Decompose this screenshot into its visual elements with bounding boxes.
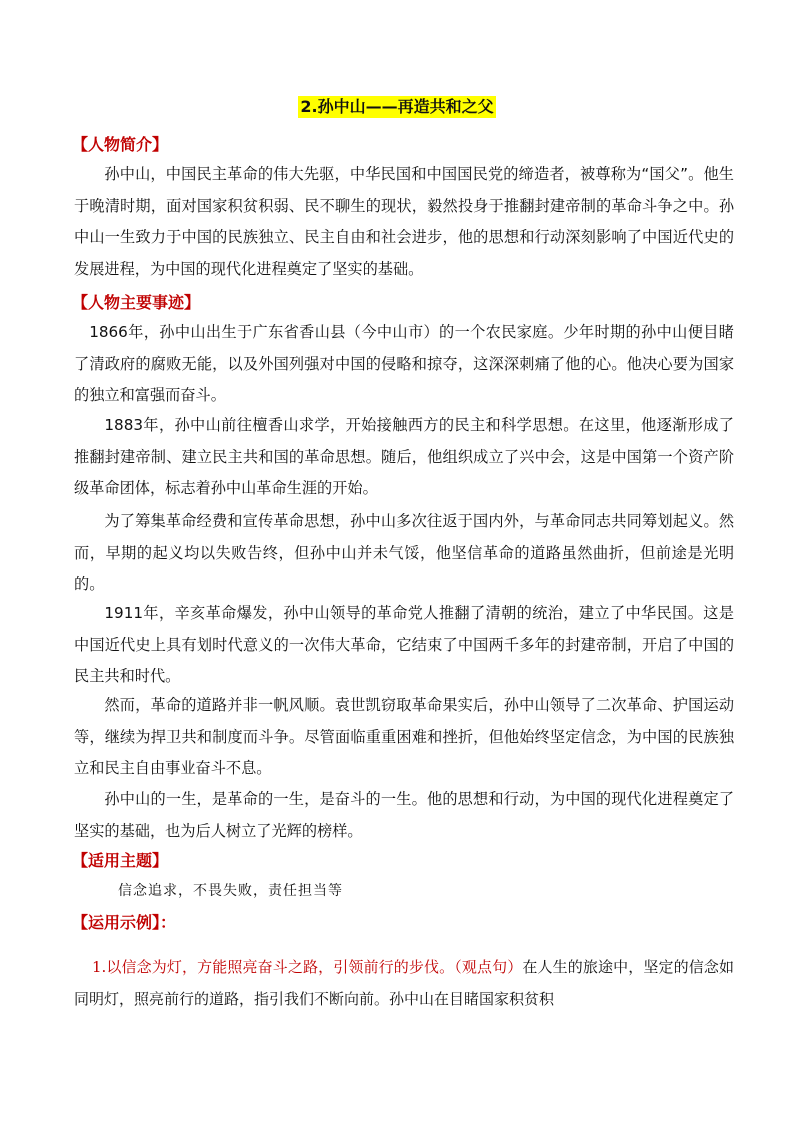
deeds-paragraph-2: 1883年，孙中山前往檀香山求学，开始接触西方的民主和科学思想。在这里，他逐渐形成了推翻封建帝制、建立民主共和国的革命思想。随后，他组织成立了兴中会，这是中国第一个资产阶级革命团体，标志着孙中山革命生涯的开始。 [74,416,734,497]
theme-text: 信念追求，不畏失败，责任担当等 [118,883,343,899]
deeds-heading: 【人物主要事迹】 [72,293,201,312]
example-text: 在人生的旅途中，坚定的信念如同明灯，照亮前行的道路，指引我们不断向前。孙中山在目睹国家积贫积 [74,958,734,1008]
intro-heading: 【人物简介】 [72,135,169,154]
title-wrap [0,96,794,118]
page-title: 2.孙中山——再造共和之父 [300,97,494,116]
deeds-paragraph-4: 1911年，辛亥革命爆发，孙中山领导的革命党人推翻了清朝的统治，建立了中华民国。这是中国近代史上具有划时代意义的一次伟大革命，它结束了中国两千多年的封建帝制，开启了中国的民主共和时代。 [74,604,734,685]
example-heading: 【运用示例】： [72,913,177,932]
example-paragraph [74,951,734,1015]
deeds-paragraph-6: 孙中山的一生，是革命的一生，是奋斗的一生。他的思想和行动，为中国的现代化进程奠定了坚实的基础，也为后人树立了光辉的榜样。 [74,790,734,840]
example-highlight: 1.以信念为灯，方能照亮奋斗之路，引领前行的步伐。（观点句） [92,958,523,976]
deeds-paragraph-5: 然而，革命的道路并非一帆风顺。袁世凯窃取革命果实后，孙中山领导了二次革命、护国运动等，继续为捍卫共和制度而斗争。尽管面临重重困难和挫折，但他始终坚定信念，为中国的民族独立和民主自由事业奋斗不息。 [74,696,734,777]
intro-paragraph: 孙中山，中国民主革命的伟大先驱，中华民国和中国国民党的缔造者，被尊称为“国父”。他生于晚清时期，面对国家积贫积弱、民不聊生的现状，毅然投身于推翻封建帝制的革命斗争之中。孙中山一生致力于中国的民族独立、民主自由和社会进步，他的思想和行动深刻影响了中国近代史的发展进程，为中国的现代化进程奠定了坚实的基础。 [74,165,734,278]
deeds-paragraph-1: 1866年，孙中山出生于广东省香山县（今中山市）的一个农民家庭。少年时期的孙中山便目睹了清政府的腐败无能，以及外国列强对中国的侵略和掠夺，这深深刺痛了他的心。他决心要为国家的独立和富强而奋斗。 [74,323,734,404]
theme-heading: 【适用主题】 [72,851,169,870]
deeds-paragraph-3: 为了筹集革命经费和宣传革命思想，孙中山多次往返于国内外，与革命同志共同筹划起义。然而，早期的起义均以失败告终，但孙中山并未气馁，他坚信革命的道路虽然曲折，但前途是光明的。 [74,512,734,593]
